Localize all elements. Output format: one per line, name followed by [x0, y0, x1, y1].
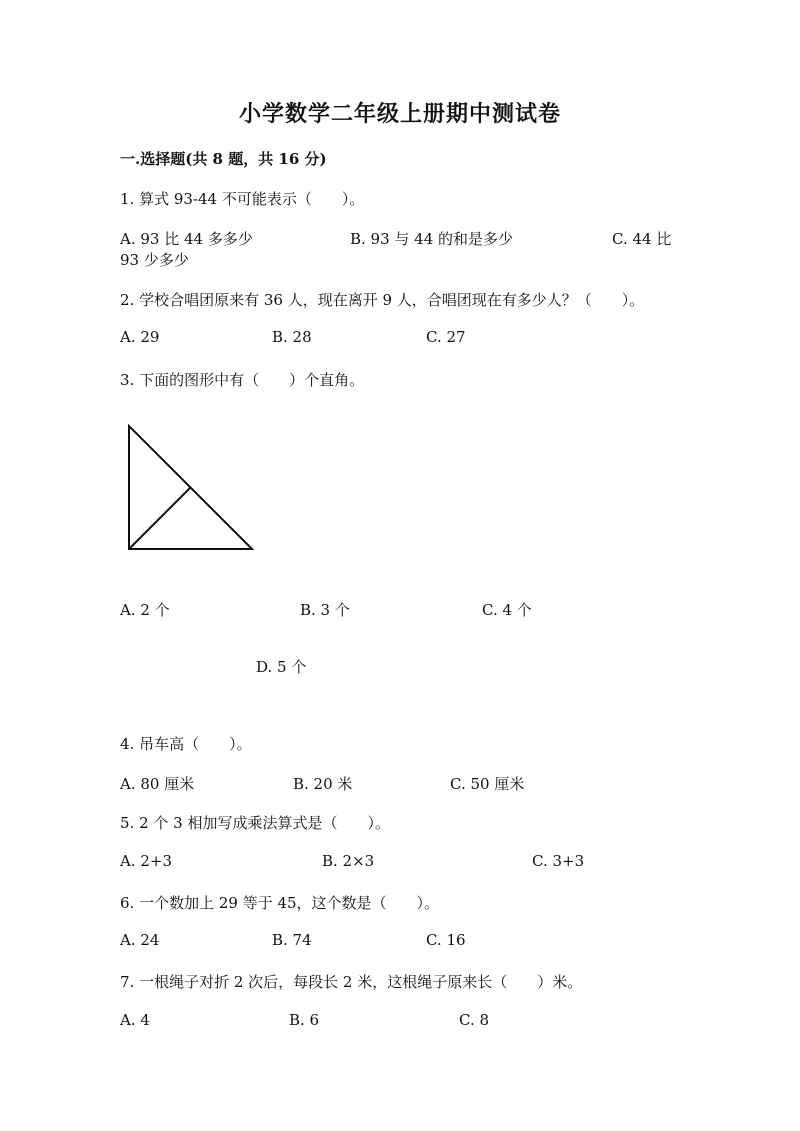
question-4-option-a: A. 80 厘米 — [120, 775, 195, 793]
question-2-stem: 2. 学校合唱团原来有 36 人，现在离开 9 人，合唱团现在有多少人？（ ）。 — [120, 291, 645, 309]
question-6-option-b: B. 74 — [272, 931, 312, 949]
question-1-option-b: B. 93 与 44 的和是多少 — [350, 230, 514, 248]
question-3-option-d: D. 5 个 — [256, 658, 307, 676]
question-7-option-c: C. 8 — [459, 1011, 490, 1029]
question-3-option-c: C. 4 个 — [482, 601, 532, 619]
question-4-option-b: B. 20 米 — [293, 775, 353, 793]
question-6-option-a: A. 24 — [120, 931, 160, 949]
question-1-option-c-continuation: 93 少多少 — [120, 251, 189, 269]
question-7-stem: 7. 一根绳子对折 2 次后，每段长 2 米，这根绳子原来长（ ）米。 — [120, 973, 583, 991]
question-7-option-a: A. 4 — [120, 1011, 150, 1029]
question-1-stem: 1. 算式 93-44 不可能表示（ ）。 — [120, 190, 365, 208]
question-1-option-c: C. 44 比 — [612, 230, 672, 248]
question-4-option-c: C. 50 厘米 — [450, 775, 525, 793]
question-5-option-a: A. 2+3 — [120, 852, 173, 870]
question-6-stem: 6. 一个数加上 29 等于 45，这个数是（ ）。 — [120, 894, 440, 912]
page-title: 小学数学二年级上册期中测试卷 — [238, 101, 561, 127]
question-5-option-c: C. 3+3 — [532, 852, 585, 870]
question-3-stem: 3. 下面的图形中有（ ）个直角。 — [120, 371, 365, 389]
question-2-option-c: C. 27 — [426, 328, 466, 346]
inner-perpendicular-line — [129, 488, 190, 549]
question-2-option-a: A. 29 — [120, 328, 160, 346]
right-angle-triangle-figure — [118, 418, 258, 558]
question-6-option-c: C. 16 — [426, 931, 466, 949]
question-7-option-b: B. 6 — [289, 1011, 320, 1029]
section-heading: 一.选择题(共 8 题，共 16 分) — [120, 150, 327, 168]
question-1-option-a: A. 93 比 44 多多少 — [120, 230, 253, 248]
question-5-option-b: B. 2×3 — [322, 852, 375, 870]
question-5-stem: 5. 2 个 3 相加写成乘法算式是（ ）。 — [120, 814, 390, 832]
question-3-option-a: A. 2 个 — [120, 601, 170, 619]
question-4-stem: 4. 吊车高（ ）。 — [120, 735, 252, 753]
question-2-option-b: B. 28 — [272, 328, 312, 346]
question-3-option-b: B. 3 个 — [300, 601, 350, 619]
